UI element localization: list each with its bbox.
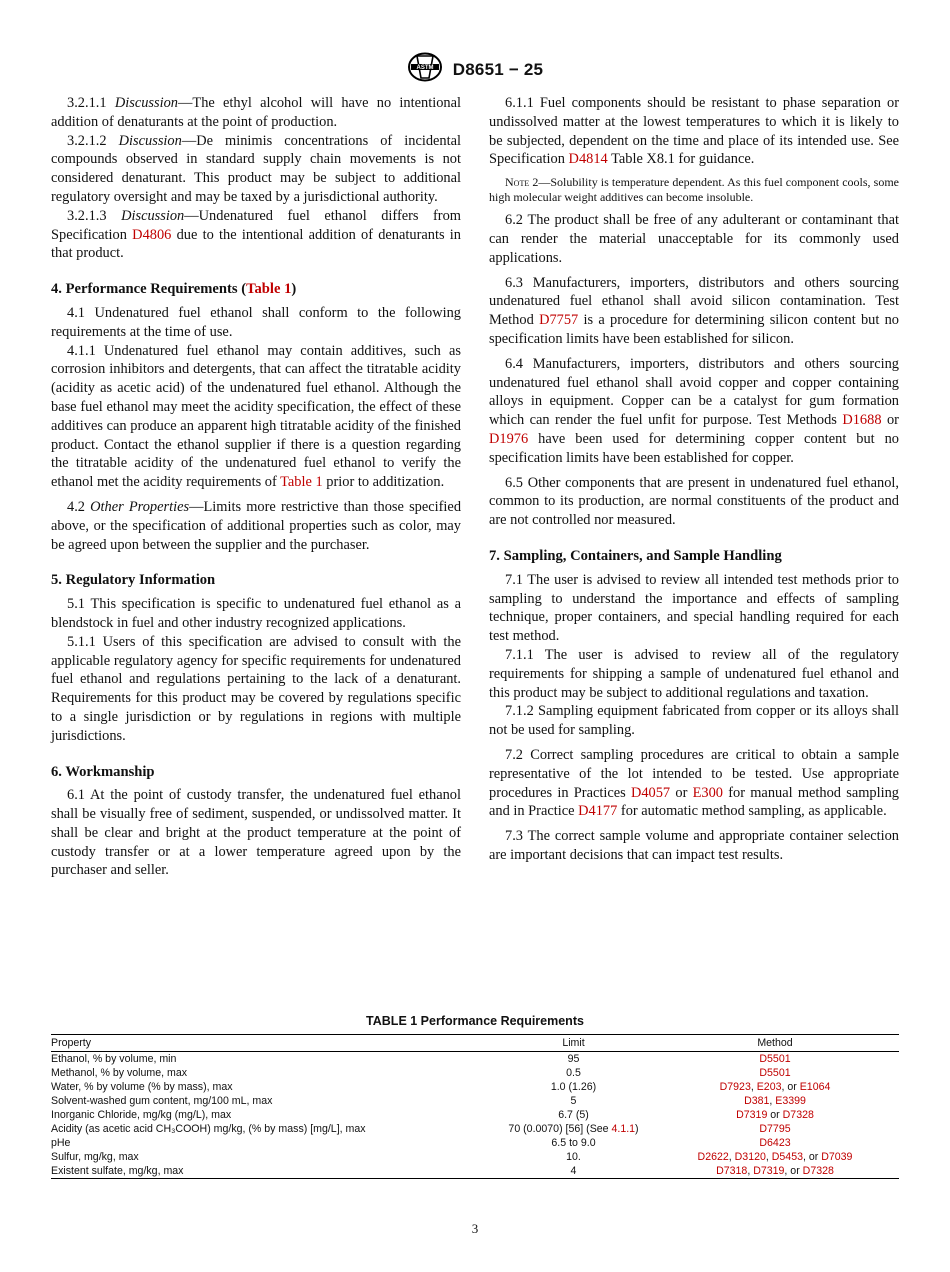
method-separator: , <box>769 1095 776 1107</box>
table-row <box>51 1164 899 1179</box>
method-link[interactable]: E3399 <box>775 1095 806 1107</box>
paragraph-6-1: 6.1 At the point of custody transfer, the undenatured fuel ethanol shall be visually free of sediment, suspended, or undissolved matter. It shall be clear and bright at the product temperature at the point of custody transfer or at a lower temperature agreed upon by the purchaser and seller. <box>51 787 461 879</box>
paragraph-5-1: 5.1 This specification is specific to undenatured fuel ethanol as a blendstock in fuel and other industry recognized applications. <box>51 596 461 631</box>
section-7-heading: 7. Sampling, Containers, and Sample Handling <box>489 547 782 564</box>
method-link[interactable]: D3120 <box>734 1151 766 1163</box>
cell-limit: 5 <box>570 1095 577 1107</box>
table <box>51 1034 899 1179</box>
method-link[interactable]: D7319 <box>736 1109 768 1121</box>
link-d4177[interactable]: D4177 <box>578 803 618 820</box>
link-d4057[interactable]: D4057 <box>630 784 671 801</box>
method-link[interactable]: D7795 <box>759 1123 791 1135</box>
method-link[interactable]: D7923 <box>719 1081 751 1093</box>
table-row <box>51 1108 899 1122</box>
page-header <box>0 52 950 87</box>
paragraph-7-3: 7.3 The correct sample volume and appropriate container selection are important decisions that can impact test results. <box>489 828 899 863</box>
method-link[interactable]: D7319 <box>753 1165 785 1177</box>
link-section-4-1-1[interactable]: 4.1.1 <box>611 1123 636 1135</box>
method-separator: , <box>765 1151 772 1163</box>
link-d4814[interactable]: D4814 <box>568 151 608 168</box>
cell-property: Water, % by volume (% by mass), max <box>51 1081 233 1093</box>
paragraph-7-1: 7.1 The user is advised to review all intended test methods prior to sampling to understand the importance and effects of sampling technique, proper containers, and special handling required for each test method. <box>489 571 899 645</box>
left-column <box>51 94 461 880</box>
cell-limit: 95 <box>567 1053 580 1065</box>
link-d7757[interactable]: D7757 <box>539 312 579 329</box>
method-link[interactable]: D7328 <box>802 1165 834 1177</box>
method-separator: , <box>747 1165 754 1177</box>
method-link[interactable]: D6423 <box>759 1137 791 1149</box>
cell-limit <box>496 1122 651 1136</box>
paragraph-6-1-1: 6.1.1 Fuel components should be resistant to phase separation or undissolved matter at the lowest temperatures to which it is likely to be subjected, dependent on the time and place of its intended use. See Specification D4814 Table X8.1 for guidance. <box>489 95 899 168</box>
cell-limit: 6.5 to 9.0 <box>551 1137 596 1149</box>
method-separator: or <box>767 1109 783 1121</box>
table-row <box>51 1080 899 1094</box>
method-separator: , or <box>802 1151 822 1163</box>
paragraph-6-4: 6.4 Manufacturers, importers, distributors and others sourcing undenatured fuel ethanol shall avoid copper and copper containing alloys in equipment. Copper can be a catalyst for gum formation which can render the fuel unfit for purpose. Test Methods D1688 or D1976 have been used for determining copper content but no specification limits have been established for copper. <box>489 355 899 466</box>
cell-method <box>651 1136 899 1150</box>
column-header-limit: Limit <box>496 1035 651 1052</box>
method-separator: , <box>728 1151 735 1163</box>
cell-method <box>651 1066 899 1080</box>
method-separator: , or <box>784 1165 803 1177</box>
cell-method <box>651 1094 899 1108</box>
method-link[interactable]: E1064 <box>799 1081 831 1093</box>
svg-text:ASTM: ASTM <box>416 65 434 71</box>
cell-property: Sulfur, mg/kg, max <box>51 1151 139 1163</box>
link-d1688[interactable]: D1688 <box>842 412 882 429</box>
section-4-heading: 4. Performance Requirements (Table 1) <box>51 281 297 298</box>
cell-limit: 10. <box>566 1151 581 1163</box>
link-table-1[interactable]: Table 1 <box>280 474 323 491</box>
cell-property: Acidity (as acetic acid CH₃COOH) mg/kg, (% by mass) [mg/L], max <box>51 1123 366 1135</box>
paragraph-6-5: 6.5 Other components that are present in undenatured fuel ethanol, common to its production, are normal constituents of the product and are not controlled nor measured. <box>489 474 899 529</box>
link-d1976[interactable]: D1976 <box>489 430 529 447</box>
cell-property: Methanol, % by volume, max <box>51 1067 188 1079</box>
cell-property: Solvent-washed gum content, mg/100 mL, max <box>51 1095 273 1107</box>
paragraph-6-3: 6.3 Manufacturers, importers, distributors and others sourcing undenatured fuel ethanol shall avoid silicon contamination. Test Method D7757 is a procedure for determining silicon content but no specification limits have been established for silicon. <box>489 274 900 347</box>
paragraph-3-2-1-3: 3.2.1.3 Discussion—Undenatured fuel ethanol differs from Specification D4806 due to the intentional addition of denaturants in that product. <box>51 207 461 262</box>
table-row <box>51 1094 899 1108</box>
table-row <box>51 1052 899 1067</box>
method-link[interactable]: D5501 <box>759 1067 791 1079</box>
note-2: Note 2—Solubility is temperature dependent. As this fuel component cools, some high molecular weight additives can become insoluble. <box>489 175 900 205</box>
cell-property: pHe <box>51 1137 71 1149</box>
paragraph-3-2-1-2: 3.2.1.2 Discussion—De minimis concentrations of incidental compounds observed in standard supply chain movements is not considered denaturant. This product may be subject to additional regulatory oversight and may be taxed by a jurisdictional authority. <box>51 132 461 205</box>
section-5-heading: 5. Regulatory Information <box>51 572 216 589</box>
cell-property: Inorganic Chloride, mg/kg (mg/L), max <box>51 1109 232 1121</box>
document-id: D8651 − 25 <box>452 59 544 79</box>
method-link[interactable]: D5501 <box>759 1053 791 1065</box>
cell-method <box>651 1080 899 1094</box>
paragraph-7-1-2: 7.1.2 Sampling equipment fabricated from copper or its alloys shall not be used for sampling. <box>489 703 899 739</box>
cell-property: Existent sulfate, mg/kg, max <box>51 1164 496 1179</box>
right-column <box>489 94 899 865</box>
paragraph-7-1-1: 7.1.1 The user is advised to review all of the regulatory requirements for shipping a sample of undenatured fuel ethanol and this product may be subject to additional regulations and taxation. <box>489 646 899 701</box>
table-row <box>51 1122 899 1136</box>
table-row <box>51 1136 899 1150</box>
page-number: 3 <box>471 1221 479 1236</box>
section-6-heading: 6. Workmanship <box>51 763 155 780</box>
paragraph-4-1-1: 4.1.1 Undenatured fuel ethanol may contain additives, such as corrosion inhibitors and detergents, that can affect the titratable acidity (acidity as acetic acid) of the undenatured fuel ethanol. Although the base fuel ethanol may meet the acidity specification, the effect of these additives can produce an apparent high titratable acidity of the finished product. Contact the ethanol supplier if there is a question regarding the titratable acidity of the undenatured fuel ethanol to verify the ethanol met the acidity requirements of Table 1 prior to additization. <box>51 342 461 491</box>
performance-requirements-table <box>51 1014 899 1179</box>
cell-limit: 6.7 (5) <box>558 1109 589 1121</box>
method-link[interactable]: D7318 <box>716 1165 748 1177</box>
method-link[interactable]: E203 <box>756 1081 782 1093</box>
paragraph-4-1: 4.1 Undenatured fuel ethanol shall conform to the following requirements at the time of use. <box>51 304 461 340</box>
cell-limit: 4 <box>496 1164 651 1179</box>
cell-method <box>651 1122 899 1136</box>
cell-method <box>651 1164 899 1179</box>
paragraph-4-2: 4.2 Other Properties—Limits more restrictive than those specified above, or the specification of additional properties such as color, may be agreed upon between the supplier and the purchaser. <box>51 498 462 553</box>
cell-method <box>651 1150 899 1164</box>
table-header-row <box>51 1035 899 1052</box>
cell-method <box>651 1052 899 1067</box>
table-row <box>51 1066 899 1080</box>
table-row <box>51 1150 899 1164</box>
cell-limit: 0.5 <box>566 1067 581 1079</box>
link-table-1[interactable]: Table 1 <box>246 281 292 298</box>
method-link[interactable]: D381 <box>744 1095 770 1107</box>
cell-method <box>651 1108 899 1122</box>
paragraph-7-2: 7.2 Correct sampling procedures are critical to obtain a sample representative of the lot intended to be tested. Use appropriate procedures in Practices D4057 or E300 for manual method sampling and in Practice D4177 for automatic method sampling, as applicable. <box>489 746 899 820</box>
cell-limit-tail: ) <box>635 1123 639 1135</box>
paragraph-5-1-1: 5.1.1 Users of this specification are advised to consult with the applicable regulatory agency for specific requirements for undenatured fuel ethanol and regulations pertaining to the lack of a denaturant. Requirements for this product may be covered by regulations specific to a single jurisdiction or by regulations in regions with multiple jurisdictions. <box>51 633 461 744</box>
cell-limit-text: 70 (0.0070) [56] (See <box>508 1123 612 1135</box>
paragraph-3-2-1-1: 3.2.1.1 Discussion—The ethyl alcohol will have no intentional addition of denaturants at the point of production. <box>51 95 461 130</box>
method-link[interactable]: D7328 <box>782 1109 814 1121</box>
link-d4806[interactable]: D4806 <box>132 226 172 243</box>
method-separator: , or <box>781 1081 800 1093</box>
cell-property: Ethanol, % by volume, min <box>51 1053 177 1065</box>
method-link[interactable]: D5453 <box>771 1151 803 1163</box>
column-header-method: Method <box>651 1035 899 1052</box>
method-separator: , <box>750 1081 757 1093</box>
link-e300[interactable]: E300 <box>692 784 723 801</box>
column-header-property: Property <box>51 1035 496 1052</box>
method-link[interactable]: D7039 <box>821 1151 853 1163</box>
method-link[interactable]: D2622 <box>697 1151 729 1163</box>
cell-limit: 1.0 (1.26) <box>550 1081 597 1093</box>
table-title: TABLE 1 Performance Requirements <box>366 1014 584 1028</box>
astm-logo-icon <box>407 52 443 87</box>
paragraph-6-2: 6.2 The product shall be free of any adulterant or contaminant that can render the material unacceptable for its commonly used applications. <box>489 212 899 266</box>
